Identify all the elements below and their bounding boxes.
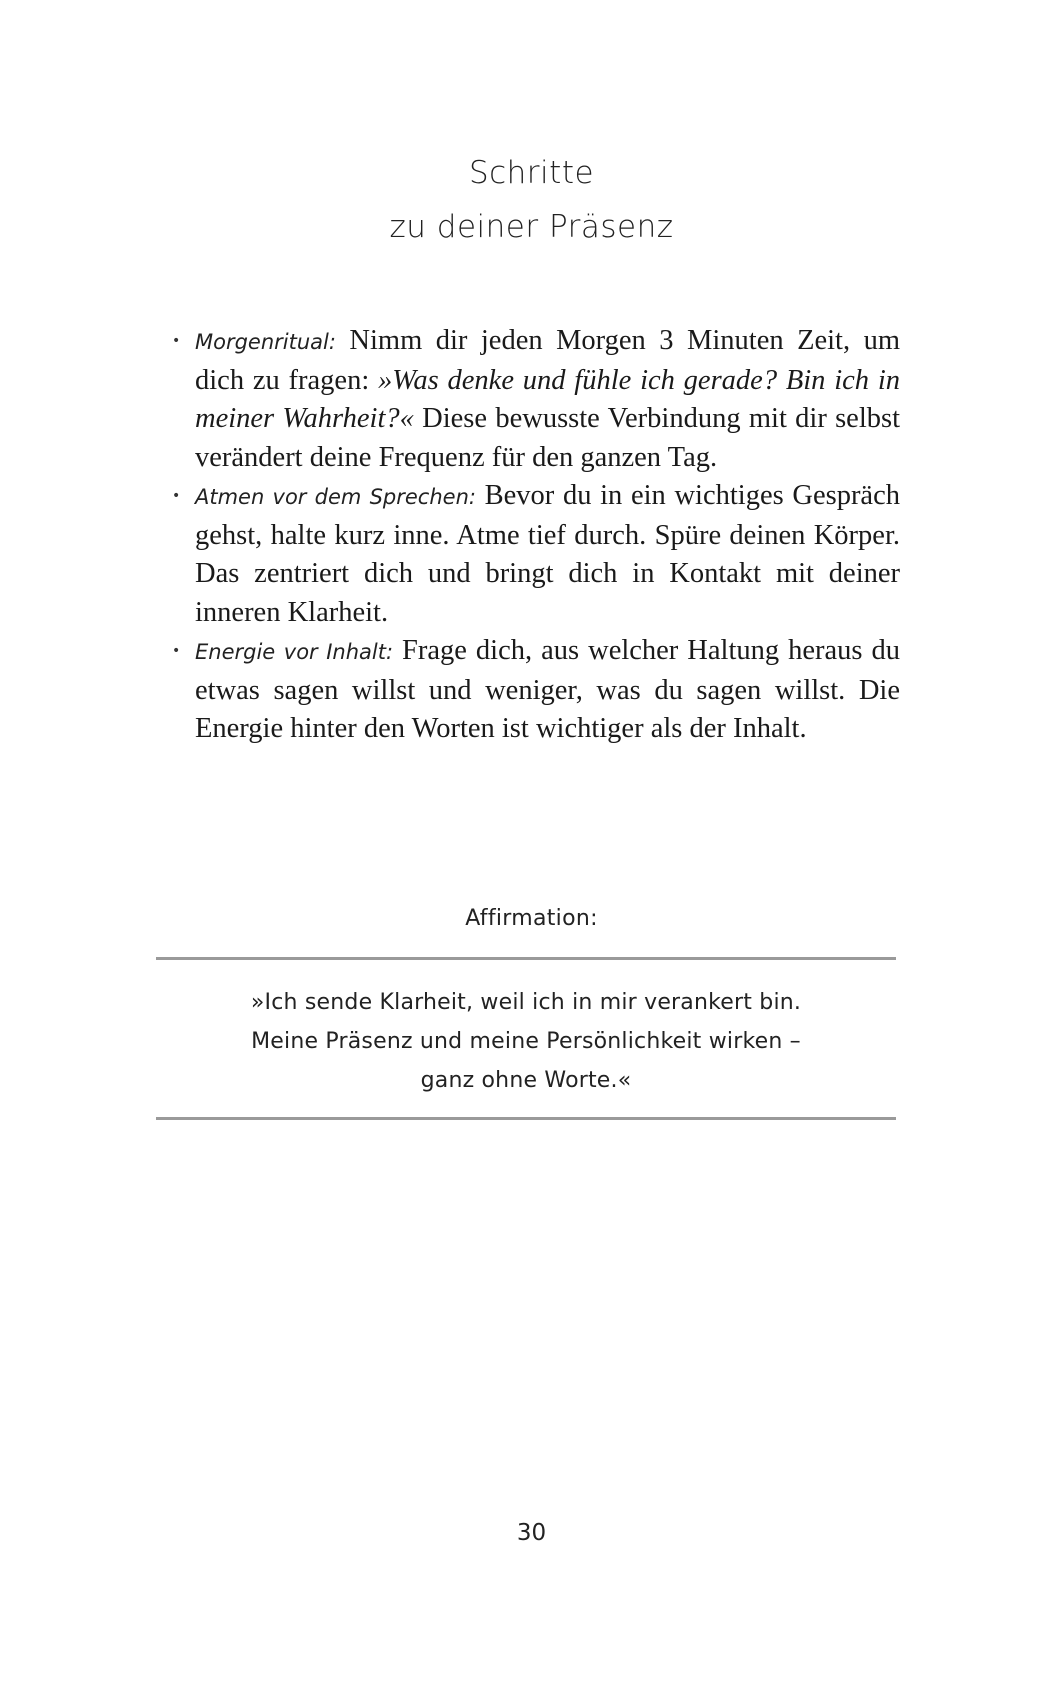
- step-label: Morgenritual:: [195, 330, 336, 354]
- affirmation-heading: Affirmation:: [465, 906, 598, 931]
- step-text: Frage dich, aus welcher Haltung heraus du etwas sagen willst und weniger, was du sagen willst. Die Energie hinter den Worten ist wichtiger als der Inhalt.: [195, 635, 900, 744]
- affirmation-line-1: »Ich sende Klarheit, weil ich in mir verankert bin.: [250, 990, 802, 1015]
- divider-top: [156, 957, 896, 960]
- step-text: Nimm dir jeden Morgen 3 Minuten Zeit, um dich zu fragen:: [195, 325, 900, 396]
- page-title-line-2: zu deiner Präsenz: [389, 209, 674, 245]
- step-text: Bevor du in ein wichtiges Gespräch gehst, halte kurz inne. Atme tief durch. Spüre deinen Körper. Das zentriert dich und bringt dich in Kontakt mit deiner inneren Klarheit.: [195, 480, 900, 628]
- steps-list: [172, 322, 901, 749]
- divider-bottom: [156, 1117, 896, 1120]
- step-quote: »Was denke und fühle ich gerade? Bin ich in meiner Wahrheit?«: [195, 364, 900, 434]
- list-item-energie: [172, 632, 900, 749]
- affirmation-box: [156, 983, 896, 1100]
- step-label: Energie vor Inhalt:: [195, 640, 394, 664]
- step-label: Atmen vor dem Sprechen:: [195, 485, 476, 509]
- step-text-continued: Diese bewusste Verbindung mit dir selbst verändert deine Frequenz für den ganzen Tag.: [195, 403, 901, 473]
- bullet-icon: •: [172, 333, 181, 349]
- list-item-morgenritual: [172, 322, 901, 477]
- affirmation-line-2: Meine Präsenz und meine Persönlichkeit wirken –: [251, 1029, 801, 1054]
- list-item-atmen: [172, 477, 900, 632]
- bullet-icon: •: [172, 488, 181, 504]
- affirmation-line-3: ganz ohne Worte.«: [420, 1068, 632, 1093]
- page-number: 30: [516, 1520, 547, 1546]
- page-title-line-1: Schritte: [468, 155, 595, 191]
- bullet-icon: •: [172, 643, 181, 659]
